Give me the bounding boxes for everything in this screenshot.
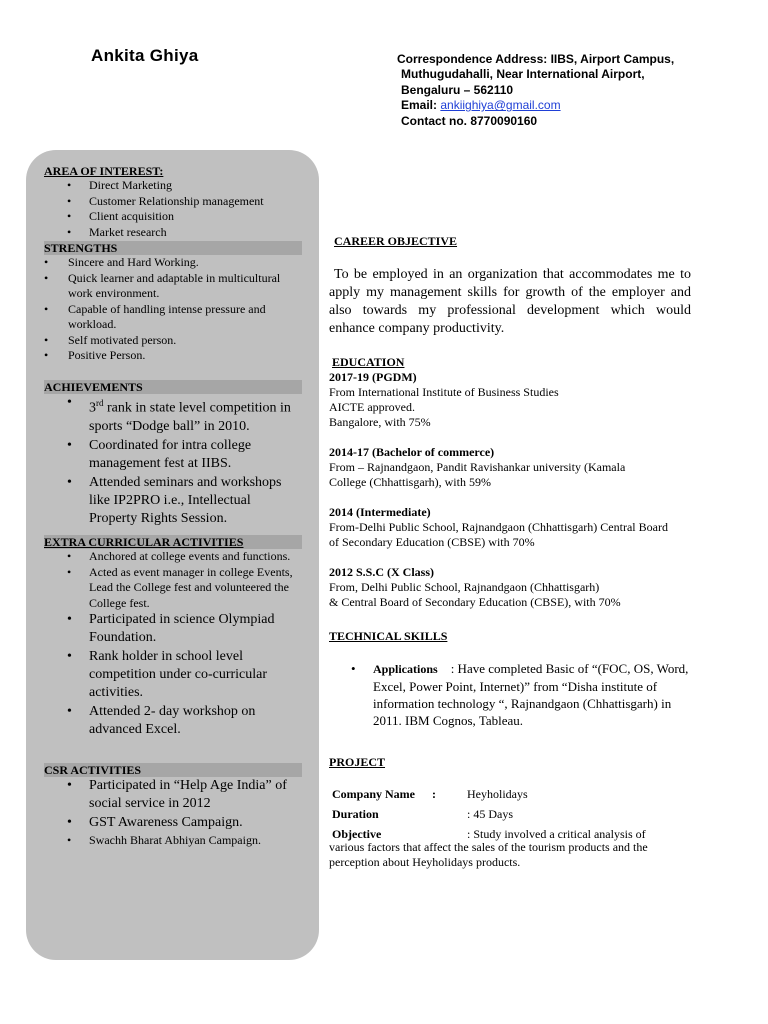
list-item (89, 394, 302, 436)
technical-skills-heading: TECHNICAL SKILLS (329, 629, 448, 643)
list-item: • Coordinated for intra college management fest at IIBS. (89, 437, 302, 473)
education-section (329, 355, 691, 610)
bullet-icon: • (351, 661, 356, 676)
contact-block (397, 52, 674, 129)
strengths-heading: STRENGTHS (44, 241, 302, 255)
career-objective-text (329, 266, 691, 338)
extra-curricular-heading (44, 535, 302, 549)
skill-label: Applications (373, 662, 438, 676)
education-line: College (Chhattisgarh), with 59% (329, 475, 491, 489)
list-item: • Capable of handling intense pressure and workload. (68, 302, 302, 333)
list-item: • Client acquisition (89, 209, 302, 225)
address-line-1: Correspondence Address: IIBS, Airport Campus, (397, 52, 675, 66)
career-objective-heading (329, 234, 691, 249)
rank-number: 3 (89, 400, 96, 416)
list-item: • Attended 2- day workshop on advanced Excel. (89, 703, 302, 739)
candidate-name: Ankita Ghiya (91, 46, 199, 65)
education-entry (329, 565, 691, 610)
list-item: • Sincere and Hard Working. (68, 255, 302, 271)
list-item: • Attended seminars and workshops like IP2PRO i.e., Intellectual Property Rights Session. (89, 474, 302, 528)
list-item: • Self motivated person. (68, 333, 302, 349)
list-item: • Rank holder in school level competition under co-curricular activities. (89, 648, 302, 702)
education-year: 2012 S.S.C (X Class) (329, 565, 435, 579)
objective-text: : Study involved a critical analysis of (467, 827, 646, 841)
education-line: Bangalore, with 75% (329, 415, 431, 429)
empty-cell (432, 804, 467, 824)
achievements-list (44, 394, 302, 528)
company-separator: : (432, 787, 436, 801)
education-line: AICTE approved. (329, 400, 415, 414)
education-line: of Secondary Education (CBSE) with 70% (329, 535, 535, 549)
list-item: • Market research (89, 225, 302, 241)
strengths-list (44, 255, 302, 364)
table-row (332, 784, 646, 804)
education-entry (329, 370, 691, 430)
list-item: • Swachh Bharat Abhiyan Campaign. (89, 833, 302, 849)
education-year: 2014 (Intermediate) (329, 505, 431, 519)
education-year: 2017-19 (PGDM) (329, 370, 417, 384)
section-achievements (44, 380, 302, 529)
objective-continuation: various factors that affect the sales of the tourism products and the perception about Heyholidays products. (329, 840, 648, 869)
skill-item (329, 660, 691, 729)
interest-list (44, 178, 302, 240)
project-heading: PROJECT (329, 755, 386, 769)
career-objective-title: CAREER OBJECTIVE (334, 234, 458, 248)
company-value: Heyholidays (467, 787, 528, 801)
address-line-3: Bengaluru – 562110 (401, 82, 514, 97)
csr-list (44, 777, 302, 832)
rank-suffix: rd (96, 398, 104, 408)
section-area-of-interest (44, 164, 302, 240)
list-item: • Quick learner and adaptable in multicultural work environment. (68, 271, 302, 302)
email-label: Email: (401, 98, 441, 113)
list-item: • Positive Person. (68, 348, 302, 364)
achievements-heading: ACHIEVEMENTS (44, 380, 302, 394)
list-item: • Direct Marketing (89, 178, 302, 194)
contact-number: Contact no. 8770090160 (401, 113, 538, 128)
address-line-2: Muthugudahalli, Near International Airport, (401, 67, 645, 82)
csr-list-small (44, 833, 302, 849)
email-line (397, 98, 674, 113)
extra-list-small (44, 549, 302, 611)
section-extra-curricular (44, 535, 302, 740)
project-table (332, 784, 646, 844)
area-of-interest-heading: AREA OF INTEREST: (44, 164, 164, 178)
company-label: Company Name (332, 787, 415, 801)
skill-text: : Have completed Basic of “(FOC, OS, Word, Excel, Power Point, Internet)” from “Disha institute of information technology “, Rajnandgaon (Chhattisgarh) in 2011. IBM Cognos, Tableau. (373, 661, 689, 728)
project-section (329, 755, 691, 870)
section-strengths (44, 241, 302, 364)
table-row (332, 804, 646, 824)
list-item: • Acted as event manager in college Events, Lead the College fest and volunteered the College fest. (89, 565, 302, 612)
education-heading: EDUCATION (332, 355, 405, 369)
education-line: & Central Board of Secondary Education (CBSE), with 70% (329, 595, 621, 609)
csr-heading: CSR ACTIVITIES (44, 763, 302, 777)
list-item: • GST Awareness Campaign. (89, 814, 302, 832)
email-link[interactable]: ankiighiya@gmail.com (440, 98, 561, 113)
list-item: • Customer Relationship management (89, 194, 302, 210)
education-entry (329, 445, 691, 490)
technical-skills-section (329, 629, 691, 729)
achievement-text: rank in state level competition in sports “Dodge ball” in 2010. (89, 400, 291, 434)
education-line: From – Rajnandgaon, Pandit Ravishankar university (Kamala (329, 460, 626, 474)
education-year: 2014-17 (Bachelor of commerce) (329, 445, 495, 459)
list-item: • Participated in “Help Age India” of social service in 2012 (89, 777, 302, 813)
section-csr (44, 763, 302, 849)
education-line: From, Delhi Public School, Rajnandgaon (Chhattisgarh) (329, 580, 600, 594)
duration-value: : 45 Days (467, 807, 513, 821)
education-line: From International Institute of Business Studies (329, 385, 559, 399)
education-entry (329, 505, 691, 550)
extra-curricular-title: EXTRA CURRICULAR ACTIVITIES (44, 535, 244, 549)
education-line: From-Delhi Public School, Rajnandgaon (Chhattisgarh) Central Board (329, 520, 668, 534)
duration-label: Duration (332, 807, 379, 821)
objective-label: Objective (332, 827, 382, 841)
career-objective-body: To be employed in an organization that accommodates me to apply my management skills for growth of the employer and also towards my professional development which would enhance company productivity. (329, 267, 691, 336)
list-item: • Anchored at college events and functions. (89, 549, 302, 565)
list-item: • Participated in science Olympiad Foundation. (89, 611, 302, 647)
extra-list-big (44, 611, 302, 739)
